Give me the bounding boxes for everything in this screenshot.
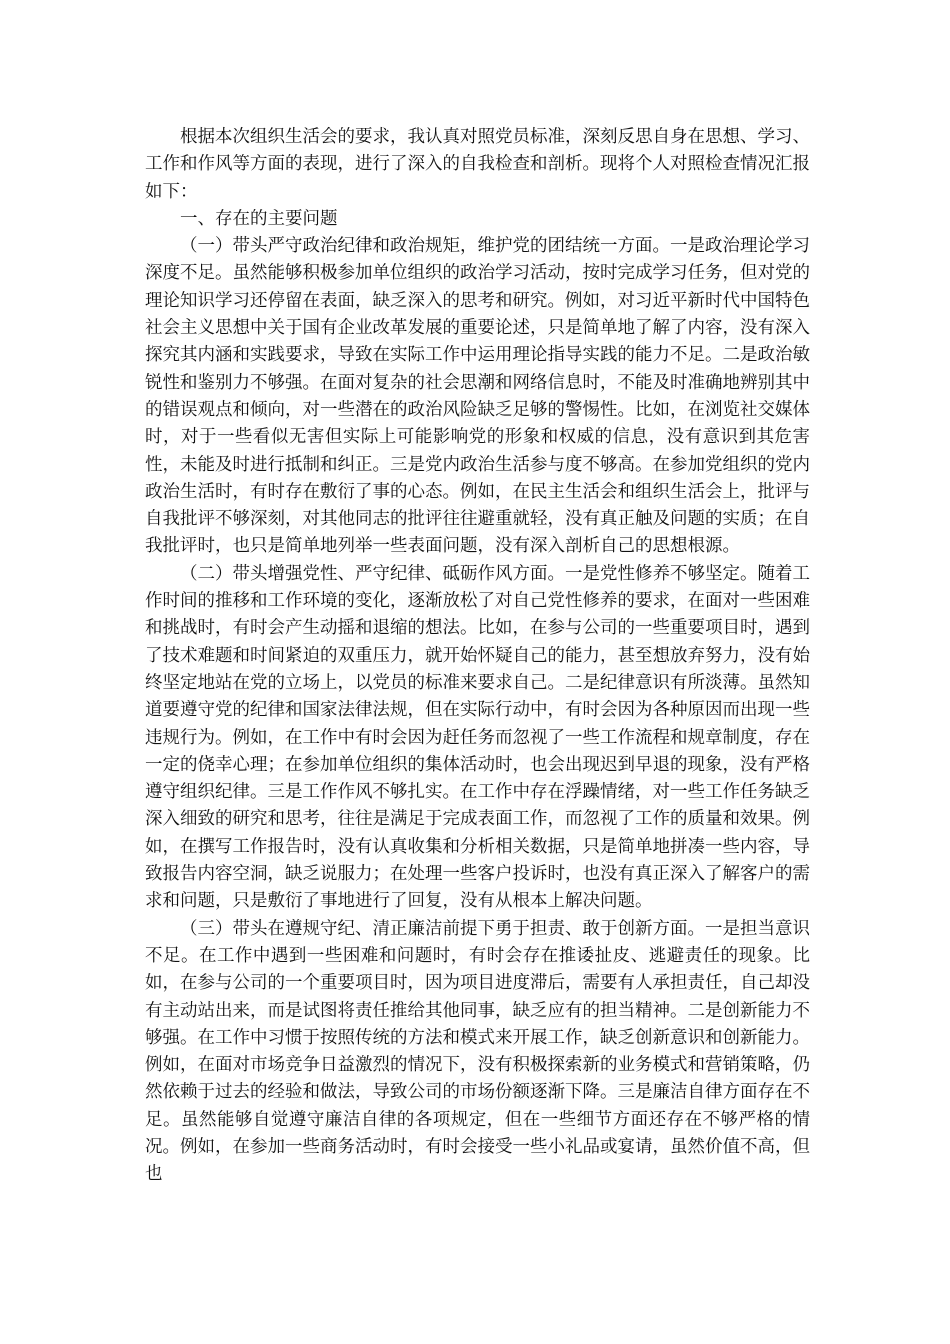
paragraph-two: （二）带头增强党性、严守纪律、砥砺作风方面。一是党性修养不够坚定。随着工作时间的推移和工作环境的变化，逐渐放松了对自己党性修养的要求，在面对一些困难和挑战时，有时会产生动摇和退缩的想法。比如，在参与公司的一些重要项目时，遇到了技术难题和时间紧迫的双重压力，就开始怀疑自己的能力，甚至想放弃努力，没有始终坚定地站在党的立场上，以党员的标准来要求自己。二是纪律意识有所淡薄。虽然知道要遵守党的纪律和国家法律法规，但在实际行动中，有时会因为各种原因而出现一些违规行为。例如，在工作中有时会因为赶任务而忽视了一些工作流程和规章制度，存在一定的侥幸心理；在参加单位组织的集体活动时，也会出现迟到早退的现象，没有严格遵守组织纪律。三是工作作风不够扎实。在工作中存在浮躁情绪，对一些工作任务缺乏深入细致的研究和思考，往往是满足于完成表面工作，而忽视了工作的质量和效果。例如，在撰写工作报告时，没有认真收集和分析相关数据，只是简单地拼凑一些内容，导致报告内容空洞，缺乏说服力；在处理一些客户投诉时，也没有真正深入了解客户的需求和问题，只是敷衍了事地进行了回复，没有从根本上解决问题。 bbox=[145, 563, 810, 912]
paragraph-one: （一）带头严守政治纪律和政治规矩，维护党的团结统一方面。一是政治理论学习深度不足。虽然能够积极参加单位组织的政治学习活动，按时完成学习任务，但对党的理论知识学习还停留在表面，缺乏深入的思考和研究。例如，对习近平新时代中国特色社会主义思想中关于国有企业改革发展的重要论述，只是简单地了解了内容，没有深入探究其内涵和实践要求，导致在实际工作中运用理论指导实践的能力不足。二是政治敏锐性和鉴别力不够强。在面对复杂的社会思潮和网络信息时，不能及时准确地辨别其中的错误观点和倾向，对一些潜在的政治风险缺乏足够的警惕性。比如，在浏览社交媒体时，对于一些看似无害但实际上可能影响党的形象和权威的信息，没有意识到其危害性，未能及时进行抵制和纠正。三是党内政治生活参与度不够高。在参加党组织的党内政治生活时，有时存在敷衍了事的心态。例如，在民主生活会和组织生活会上，批评与自我批评不够深刻，对其他同志的批评往往避重就轻，没有真正触及问题的实质；在自我批评时，也只是简单地列举一些表面问题，没有深入剖析自己的思想根源。 bbox=[145, 236, 810, 557]
intro-paragraph: 根据本次组织生活会的要求，我认真对照党员标准，深刻反思自身在思想、学习、工作和作风等方面的表现，进行了深入的自我检查和剖析。现将个人对照检查情况汇报如下： bbox=[145, 127, 810, 202]
document-body bbox=[145, 124, 810, 1189]
paragraph-three: （三）带头在遵规守纪、清正廉洁前提下勇于担责、敢于创新方面。一是担当意识不足。在工作中遇到一些困难和问题时，有时会存在推诿扯皮、逃避责任的现象。比如，在参与公司的一个重要项目时，因为项目进度滞后，需要有人承担责任，自己却没有主动站出来，而是试图将责任推给其他同事，缺乏应有的担当精神。二是创新能力不够强。在工作中习惯于按照传统的方法和模式来开展工作，缺乏创新意识和创新能力。例如，在面对市场竞争日益激烈的情况下，没有积极探索新的业务模式和营销策略，仍然依赖于过去的经验和做法，导致公司的市场份额逐渐下降。三是廉洁自律方面存在不足。虽然能够自觉遵守廉洁自律的各项规定，但在一些细节方面还存在不够严格的情况。例如，在参加一些商务活动时，有时会接受一些小礼品或宴请，虽然价值不高，但也 bbox=[145, 918, 810, 1185]
section-heading: 一、存在的主要问题 bbox=[180, 208, 338, 229]
